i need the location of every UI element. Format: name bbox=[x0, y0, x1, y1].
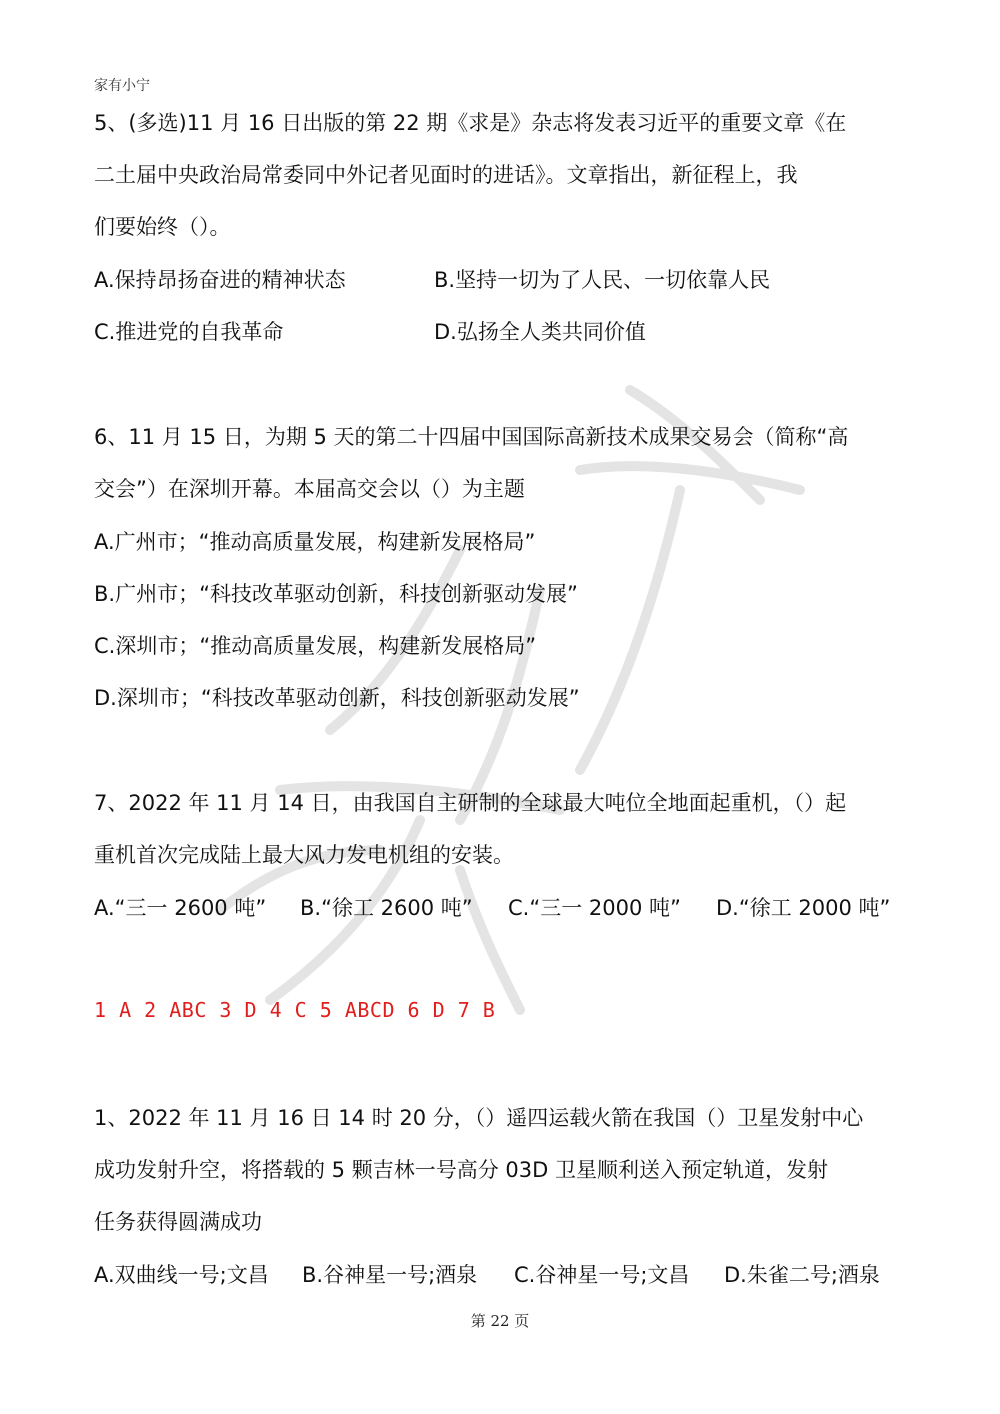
q5-option-d: D.弘扬全人类共同价值 bbox=[434, 320, 646, 344]
q1-line-2: 成功发射升空，将搭载的 5 颗吉林一号高分 03D 卫星顺利送入预定轨道，发射 bbox=[94, 1158, 828, 1182]
page-number: 第 22 页 bbox=[470, 1312, 530, 1330]
q5-option-b: B.坚持一切为了人民、一切依靠人民 bbox=[434, 268, 771, 292]
q6-line-1: 6、11 月 15 日，为期 5 天的第二十四届中国国际高新技术成果交易会（简称“高 bbox=[94, 425, 849, 449]
q7-option-c: C.“三一 2000 吨” bbox=[508, 896, 681, 920]
q5-option-a: A.保持昂扬奋进的精神状态 bbox=[94, 268, 346, 292]
q6-option-c: C.深圳市；“推动高质量发展，构建新发展格局” bbox=[94, 634, 537, 658]
q5-line-3: 们要始终（）。 bbox=[94, 215, 231, 239]
q7-option-d: D.“徐工 2000 吨” bbox=[716, 896, 891, 920]
q6-option-d: D.深圳市；“科技改革驱动创新，科技创新驱动发展” bbox=[94, 686, 580, 710]
q6-line-2: 交会”）在深圳开幕。本届高交会以（）为主题 bbox=[94, 477, 525, 501]
q6-option-a: A.广州市；“推动高质量发展，构建新发展格局” bbox=[94, 530, 536, 554]
q1-option-b: B.谷神星一号;酒泉 bbox=[302, 1263, 478, 1287]
q1-line-3: 任务获得圆满成功 bbox=[94, 1210, 262, 1234]
q1-line-1: 1、2022 年 11 月 16 日 14 时 20 分，（）遥四运载火箭在我国（）卫星发射中心 bbox=[94, 1106, 864, 1130]
q5-line-1: 5、(多选)11 月 16 日出版的第 22 期《求是》杂志将发表习近平的重要文章《在 bbox=[94, 111, 847, 135]
q6-option-b: B.广州市；“科技改革驱动创新，科技创新驱动发展” bbox=[94, 582, 578, 606]
answer-key: 1 A 2 ABC 3 D 4 C 5 ABCD 6 D 7 B bbox=[94, 998, 496, 1022]
q7-line-2: 重机首次完成陆上最大风力发电机组的安装。 bbox=[94, 843, 514, 867]
q7-option-a: A.“三一 2600 吨” bbox=[94, 896, 267, 920]
q1-option-a: A.双曲线一号;文昌 bbox=[94, 1263, 269, 1287]
q1-option-c: C.谷神星一号;文昌 bbox=[514, 1263, 690, 1287]
q5-line-2: 二土届中央政治局常委同中外记者见面时的进话》。文章指出，新征程上，我 bbox=[94, 163, 798, 187]
header-text: 家有小宁 bbox=[94, 78, 150, 94]
q5-option-c: C.推进党的自我革命 bbox=[94, 320, 284, 344]
q7-line-1: 7、2022 年 11 月 14 日，由我国自主研制的全球最大吨位全地面起重机，（）起 bbox=[94, 791, 847, 815]
q1-option-d: D.朱雀二号;酒泉 bbox=[724, 1263, 880, 1287]
q7-option-b: B.“徐工 2600 吨” bbox=[300, 896, 473, 920]
